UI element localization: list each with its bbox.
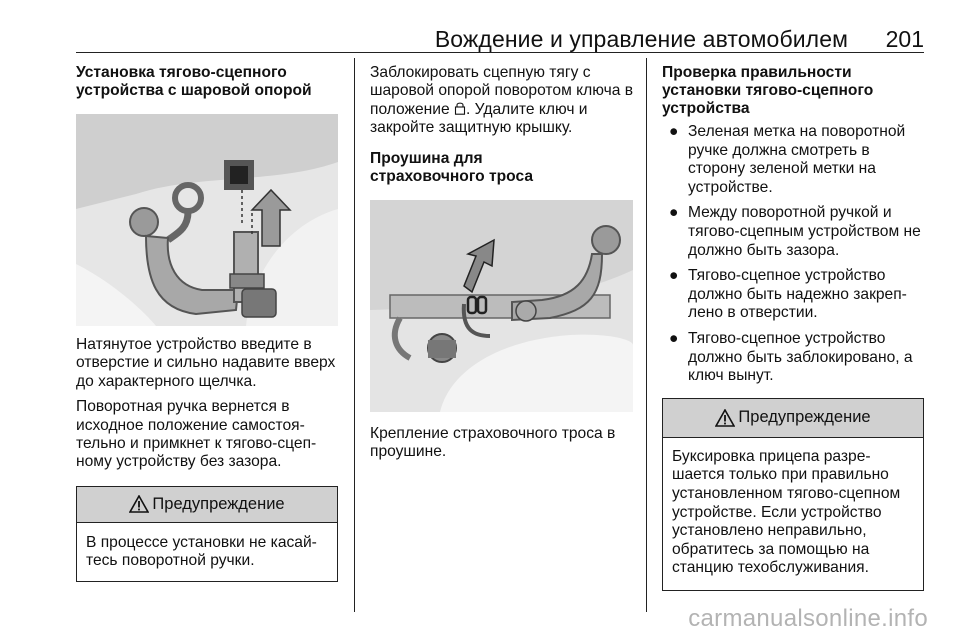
column-1 bbox=[76, 64, 338, 582]
section-title-check: Проверка правильности установки тягово-сцепного устройства bbox=[662, 64, 874, 117]
towbar-insertion-illustration bbox=[76, 114, 338, 326]
list-item: ● Тягово-сцепное устройство должно быть надежно закреп-лено в отверстии. bbox=[669, 267, 907, 322]
paragraph-lock-text-1: Заблокировать сцепную тягу с шаровой опорой поворотом ключа в положение bbox=[370, 64, 633, 118]
warning-text: Буксировка прицепа разре-шается только при правильно установленном тягово-сцепном устройстве. Если устройство установлено неправильно, обратитесь за помощью на станцию техобслуживания. bbox=[672, 447, 901, 577]
section-title-safety-eye: Проушина для страховочного троса bbox=[370, 149, 533, 185]
warning-triangle-icon bbox=[129, 495, 149, 513]
lock-closed-icon bbox=[454, 101, 466, 115]
page-header bbox=[0, 0, 960, 52]
warning-triangle-icon bbox=[715, 409, 735, 427]
warning-title: Предупреждение bbox=[152, 494, 285, 513]
section-title-installation: Установка тягово-сцепного устройства с шаровой опорой bbox=[76, 64, 312, 99]
warning-header bbox=[77, 487, 337, 523]
header-rule bbox=[76, 52, 924, 53]
bullet-dot: ● bbox=[669, 204, 679, 222]
paragraph-lock-towbar bbox=[370, 64, 633, 138]
column-divider-2 bbox=[646, 58, 647, 612]
paragraph-insert-device: Натянутое устройство введите в отверстие и сильно надавите вверх до характерного щелчка. bbox=[76, 336, 336, 390]
safety-cable-eye-icon bbox=[370, 200, 633, 412]
bullet-dot: ● bbox=[669, 267, 679, 285]
column-3 bbox=[662, 64, 924, 591]
page-number: 201 bbox=[885, 26, 924, 52]
paragraph-lock-text-2: . Удалите ключ и закройте защитную крышку. bbox=[370, 100, 588, 137]
paragraph-handle-return: Поворотная ручка вернется в исходное положение самостоя-тельно и примкнет к тягово-сцеп-ному устройству без зазора. bbox=[76, 398, 317, 471]
column-2 bbox=[370, 64, 633, 461]
warning-text: В процессе установки не касай-тесь поворотной ручки. bbox=[86, 533, 317, 570]
warning-title: Предупреждение bbox=[738, 408, 871, 427]
warning-header bbox=[663, 399, 923, 438]
warning-box-towing bbox=[662, 398, 924, 591]
towbar-insertion-icon bbox=[76, 114, 338, 326]
column-divider-1 bbox=[354, 58, 355, 612]
bullet-dot: ● bbox=[669, 123, 679, 140]
list-item: ● Между поворотной ручкой и тягово-сцепным устройством не должно быть зазора. bbox=[669, 204, 921, 259]
watermark-text: carmanualsonline.info bbox=[688, 605, 928, 632]
warning-box-installation bbox=[76, 486, 338, 582]
safety-cable-eye-illustration bbox=[370, 200, 633, 412]
bullet-dot: ● bbox=[669, 329, 679, 347]
figure-caption-safety-eye: Крепление страховочного троса в проушине. bbox=[370, 424, 616, 461]
list-item: ● Зеленая метка на поворотной ручке должна смотреть в сторону зеленой метки на устройстве. bbox=[669, 123, 906, 196]
list-item: ● Тягово-сцепное устройство должно быть заблокировано, а ключ вынут. bbox=[669, 329, 913, 385]
check-list bbox=[662, 123, 924, 386]
page-title: Вождение и управление автомобилем bbox=[434, 26, 848, 52]
